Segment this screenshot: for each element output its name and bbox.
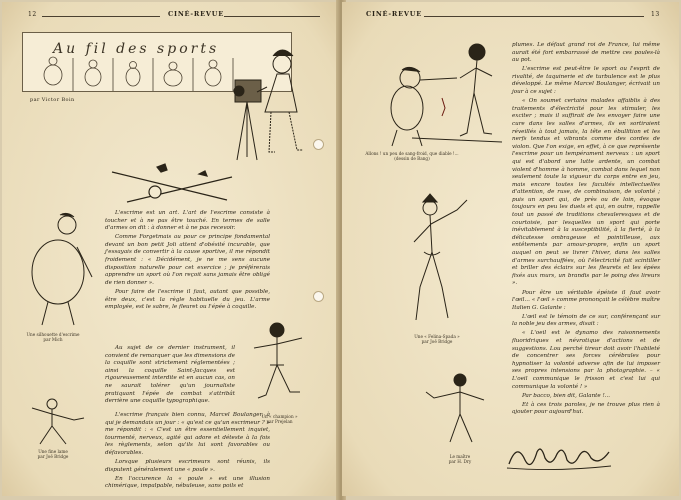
caption-fine-lame: Une fine lame par Joë Bridge — [37, 449, 69, 459]
left-text-column-lower — [105, 345, 235, 407]
left-paragraph-4: Au sujet de ce dernier instrument, il convient de remarquer que les dimensions de la coquille sont strictement réglementées ; ainsi la coquille Saint-Jacques est rigoureusement interdite et en aucun cas, on ne saurait tolérer qu'un journaliste pratiquant l'épée de combat s'attribât derrière une coquille typographique. — [105, 345, 235, 405]
right-paragraph-7: Par bacco, bien dit, Galante !... — [522, 392, 611, 399]
left-paragraph-7: En l'occurence la « poule » est une illusion chimérique, impalpable, nébuleuse, sans poils et — [105, 475, 270, 490]
crossed-swords-illustration — [107, 162, 237, 207]
right-text-column — [512, 42, 660, 419]
right-page-number: 13 — [651, 11, 660, 18]
fine-lame-illustration — [22, 394, 87, 449]
maitre-illustration — [422, 370, 492, 450]
left-text-column-upper — [105, 210, 270, 313]
right-paragraph-3: « On soumet certains malades affaiblis à des traitements d'électricité pour les stimuler, les exciter ; mais il suffirait de les envoyer faire une cure dans les salles d'armes, ils en sortiraient réveillés à tout jamais, la tête en ébullition et les nerfs tendus et vibrants comme des cordes de violon. Que l'on exige, en effet, à ce que représente l'escrime pour un tempérament nerveux : un sport qui est d'abord une lutte ardente, un combat violent d'homme à homme, combat dans lequel non seulement toute la vigueur du corps entre en jeu, mais encore toutes les facultés intellectuelles d'attention, de ruse, de combinaison, de volonté ; puis un sport qui, de près ou de loin, évoque toujours en peu les duels et qui, en outre, rappelle tout un passé de traditions chevaleresques et de courtoisie, par lesquelles un sport qui porte inévitablement à la susceptibilité, à la fierté, à la délicatesse ombrageuse et pointilleuse, aux entêtements par amour-propre, enfin un sport auquel on peut se livrer l'hiver, dans les salles d'armes surchauffées, où l'électricité fait scintiller et briller des éclairs sur les fleurets et les épées fixés aux murs, un brandis par le poing des lireurs ». — [512, 98, 660, 287]
left-paragraph-5: L'escrime français bien connu, Marcel Boulanger, à qui je demandais un jour : « qu'est ce qu'un escrimeur ? » me répondit : « C'est un être essentiellement inquiet, tourmenté, nerveux, agité qui adore et déteste à la fois les règlements, selon qu'ils lui sont favorables ou défavorables. — [105, 412, 270, 456]
right-paragraph-6: « L'oeil est le dynamo des raisonnements fluoridriques et névrotique d'actions et de suggestions. Lou perché tireur doit avoir l'habileté de concentrer ses forces cérébrales pour hypnotiser la volonté adverse afin de lui imposer ses propres intensions par la photographie. – « L'oeil communique le frisson et c'est lui qui communique la volonté ! » — [512, 330, 660, 390]
caption-felina-spada: Une « Felina-Spada » par Joë Bridge — [414, 334, 460, 344]
felina-spada-illustration — [402, 192, 472, 332]
silhouette-illustration — [22, 207, 97, 327]
right-paragraph-8: Et à ces trois paroles, je ne trouve plus rien à ajouter pour aujourd'hui. — [512, 401, 660, 416]
left-paragraph-6: Lorsque plusieurs escrimeurs sont réunis, ils disputent généralement une « poule ». — [105, 459, 270, 473]
left-magazine-title: CINÉ-REVUE — [168, 10, 224, 18]
left-page-number: 12 — [28, 11, 37, 18]
caption-sang-froid: Allons ! un peu de sang-froid, que diable !... (dessin de Bang) — [365, 151, 459, 161]
left-page — [2, 2, 340, 496]
cameraman-illustration — [227, 42, 317, 172]
right-paragraph-1: plumes. Le défaut grand roi de France, lui même aurait été fort embarrassé de mettre ces poules-là au pot. — [512, 42, 660, 64]
champion-illustration — [242, 320, 312, 410]
left-paragraph-1: L'escrime est un art. L'art de l'escrime consiste à toucher et à ne pas être touché. En termes de salle d'armes on dit : à donner et à ne pas recevoir. — [105, 210, 270, 232]
right-paragraph-5: L'œil est le témoin de ce sur, conférençant sur la noble jeu des armes, disait : — [512, 313, 660, 328]
author-signature — [505, 438, 615, 474]
caption-silhouette: Une silhouette d'escrime par Mich — [26, 332, 80, 342]
left-paragraph-3: Pour faire de l'escrime il faut, autant que possible, être deux, c'est la règle habituelle du jeu. L'arme employée, est le sabre, le fleuret ou l'épée à coquille. — [105, 288, 270, 311]
byline: par Victor Boin — [30, 97, 75, 103]
punch-hole-left-bottom — [313, 291, 324, 302]
caption-maitre: Le maître par H. Dry — [448, 454, 472, 464]
punch-hole-left-top — [313, 139, 324, 150]
left-text-column-bottom — [105, 412, 270, 492]
right-page — [342, 2, 679, 496]
right-paragraph-4: Pour être un véritable épéiste il faut avoir l'œil… « l'œil » comme prononçait le célèbre maître Italien G. Galante : — [512, 289, 660, 311]
sang-froid-illustration — [372, 38, 512, 148]
banner-title: Au fil des sports — [53, 41, 220, 57]
caption-champion: Un « champion » par Prejelan — [261, 414, 298, 424]
right-magazine-title: CINÉ-REVUE — [366, 10, 422, 18]
left-paragraph-2: Comme Forgetmais au pour ce principe fondamental devant un bon petit Joli attent d'obésité incurable, que j'essayais de convertir à la cause sportive, il me répondit froidement : « Décidément, je ne me sens aucune disposition naturelle pour cet exercice ; je préférerais apprendre un sport où l'on reçoit sans jamais être obligé de rien donner ». — [105, 234, 270, 286]
right-paragraph-2: L'escrime est peut-être le sport ou l'esprit de rivalité, de taquinerie et de turbulence est le plus développé. Le même Marcel Boulanger, écrivait un jour à ce sujet : — [512, 66, 660, 96]
